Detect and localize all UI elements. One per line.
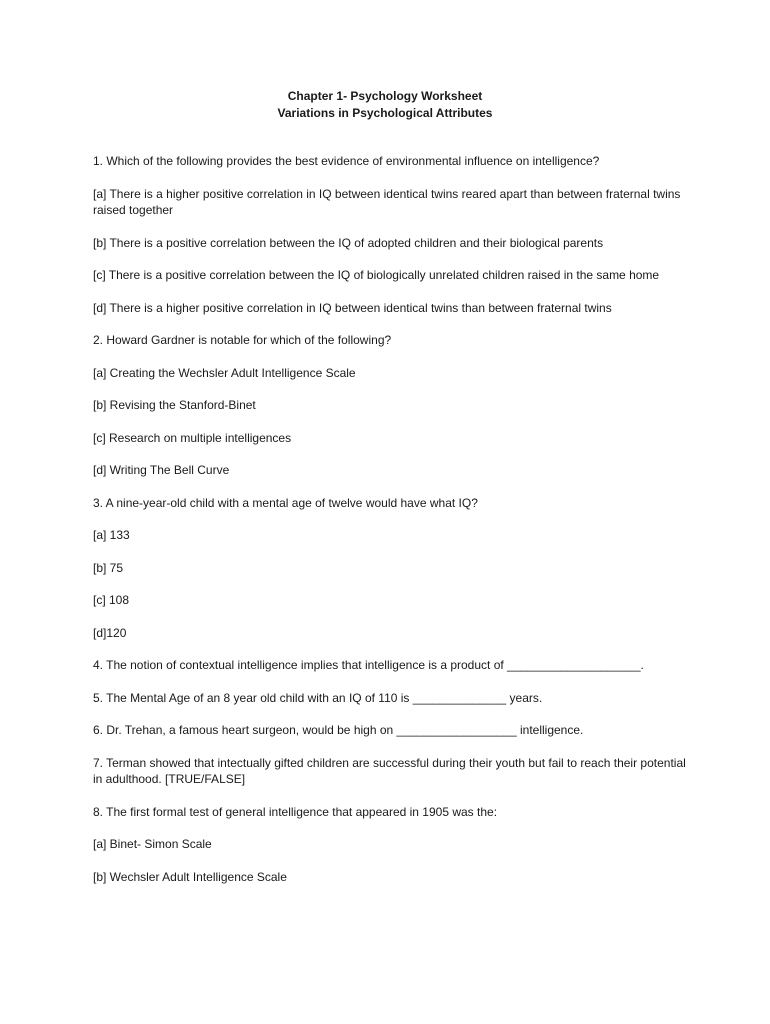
question-1-option-c: [c] There is a positive correlation between the IQ of biologically unrelated children raised in the same home xyxy=(93,268,660,282)
question-3-option-d: [d]120 xyxy=(93,625,127,640)
questions-body xyxy=(93,153,693,885)
question-8-text: 8. The first formal test of general intelligence that appeared in 1905 was the: xyxy=(93,804,498,819)
question-4-text: 4. The notion of contextual intelligence implies that intelligence is a product of ____________________. xyxy=(93,658,644,672)
question-8-option-b: [b] Wechsler Adult Intelligence Scale xyxy=(93,869,287,884)
question-2-option-d: [d] Writing The Bell Curve xyxy=(93,463,230,477)
question-3-text: 3. A nine-year-old child with a mental age of twelve would have what IQ? xyxy=(93,495,478,510)
title-block xyxy=(0,88,770,122)
question-1-option-b: [b] There is a positive correlation between the IQ of adopted children and their biological parents xyxy=(93,235,604,250)
question-2-text: 2. Howard Gardner is notable for which of the following? xyxy=(93,333,392,347)
question-8-option-a: [a] Binet- Simon Scale xyxy=(93,837,212,851)
question-3-option-b: [b] 75 xyxy=(93,560,124,575)
question-6-text: 6. Dr. Trehan, a famous heart surgeon, would be high on __________________ intelligence. xyxy=(93,723,584,737)
question-5-text: 5. The Mental Age of an 8 year old child with an IQ of 110 is ______________ years. xyxy=(93,690,543,705)
worksheet-title: Chapter 1- Psychology Worksheet xyxy=(287,89,483,103)
worksheet-subtitle: Variations in Psychological Attributes xyxy=(277,106,493,120)
question-2-option-a: [a] Creating the Wechsler Adult Intelligence Scale xyxy=(93,365,356,380)
question-7-text: 7. Terman showed that intectually gifted children are successful during their youth but fail to reach their potential in adulthood. [TRUE/FALSE] xyxy=(93,755,686,786)
question-1-option-d: [d] There is a higher positive correlation in IQ between identical twins than between fraternal twins xyxy=(93,300,612,315)
question-1-text: 1. Which of the following provides the best evidence of environmental influence on intelligence? xyxy=(93,154,600,168)
question-2-option-b: [b] Revising the Stanford-Binet xyxy=(93,398,256,412)
question-2-option-c: [c] Research on multiple intelligences xyxy=(93,430,292,445)
question-1-option-a: [a] There is a higher positive correlation in IQ between identical twins reared apart than between fraternal twins raised together xyxy=(93,186,681,217)
question-3-option-c: [c] 108 xyxy=(93,593,130,607)
question-3-option-a: [a] 133 xyxy=(93,528,130,542)
